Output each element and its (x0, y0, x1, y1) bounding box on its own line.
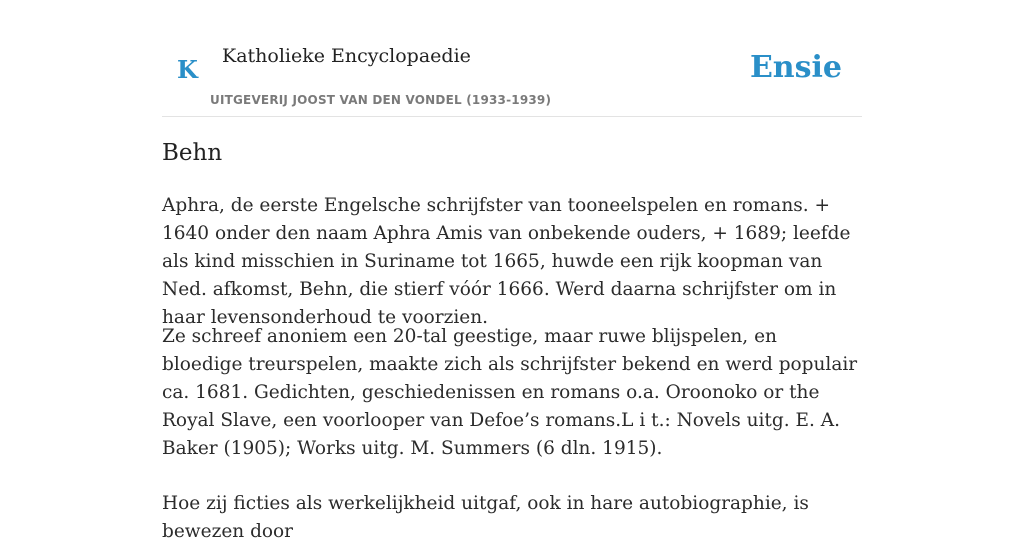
encyclopedia-title-link[interactable]: Katholieke Encyclopaedie (222, 45, 471, 67)
article-paragraph: Hoe zij ficties als werkelijkheid uitgaf, ook in hare autobiographie, is bewezen door (162, 493, 809, 542)
article-paragraph: Aphra, de eerste Engelsche schrijfster van tooneelspelen en romans. + 1640 onder den naam Aphra Amis van onbekende ouders, + 1689; leefde als kind misschien in Suriname tot 1665, huwde een rijk koopman van Ned. afkomst, Behn, die stierf vóór 1666. Werd daarna schrijfster om in haar levensonderhoud te voorzien. (162, 195, 851, 328)
entry-title: Behn (162, 140, 223, 166)
ensie-logo[interactable]: Ensie (749, 50, 842, 85)
publisher-subtitle: UITGEVERIJ JOOST VAN DEN VONDEL (1933-1939) (210, 93, 552, 107)
page-container (162, 0, 862, 542)
site-header (162, 0, 862, 117)
article-paragraph: Ze schreef anoniem een 20-tal geestige, maar ruwe blijspelen, en bloedige treurspelen, maakte zich als schrijfster bekend en werd populair ca. 1681. Gedichten, geschiedenissen en romans o.a. Oroonoko or the Royal Slave, een voorlooper van Defoe’s romans.L i t.: Novels uitg. E. A. Baker (1905); Works uitg. M. Summers (6 dln. 1915). (162, 326, 858, 459)
encyclopedia-logo[interactable]: K (177, 55, 198, 84)
